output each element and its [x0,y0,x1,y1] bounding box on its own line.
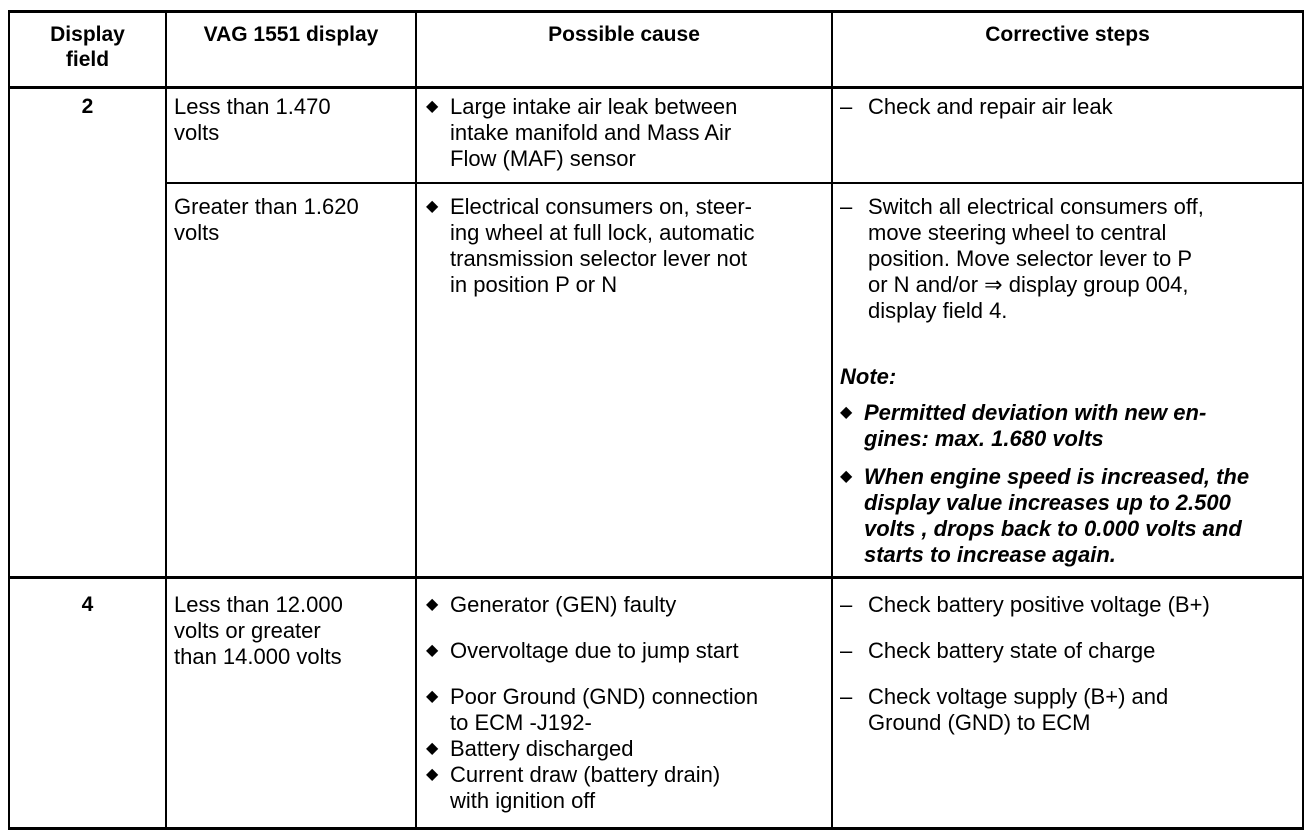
bullet-icon: ◆ [426,642,439,659]
dash-icon: – [840,684,853,709]
rule-col1 [165,10,167,830]
text-line: with ignition off [450,788,596,813]
text-line: Generator (GEN) faulty [450,592,677,617]
dash-icon: – [840,638,853,663]
bullet-item [420,94,828,172]
text-line: starts to increase again. [864,542,1116,567]
rule-row2-bottom [8,576,1304,579]
possible-cause [420,638,828,664]
possible-cause [420,194,828,298]
bullet-icon: ◆ [426,596,439,613]
text-line: move steering wheel to central [868,220,1167,245]
text-line: Switch all electrical consumers off, [868,194,1204,219]
text-line: Poor Ground (GND) connection [450,684,759,709]
bullet-item [420,736,828,762]
note-item [834,464,1298,568]
text-line: Less than 1.470 [174,94,331,119]
header-display-field-line2: field [65,48,110,71]
bullet-item [420,762,828,814]
bullet-item [420,194,828,298]
text-line: Large intake air leak between [450,94,738,119]
rule-col3 [831,10,833,830]
dash-icon: – [840,94,853,119]
bullet-item [420,684,828,736]
header-display-field [10,22,165,72]
text-line: Ground (GND) to ECM [868,710,1091,735]
text-line: Check battery state of charge [868,638,1156,663]
text-line: display value increases up to 2.500 [864,490,1231,515]
corrective-step [834,684,1298,736]
dash-item [834,684,1298,736]
text-line: Greater than 1.620 [174,194,359,219]
vag-display-value [174,94,412,146]
bullet-icon: ◆ [840,468,853,485]
dash-item [834,94,1298,120]
vag-display-value [174,194,412,246]
bullet-item [834,464,1298,568]
header-vag-display: VAG 1551 display [203,23,379,46]
dash-item [834,592,1298,618]
rule-right [1302,10,1304,830]
text-line: gines: max. 1.680 volts [864,426,1104,451]
rule-col2 [415,10,417,830]
text-line: Current draw (battery drain) [450,762,721,787]
text-line: Flow (MAF) sensor [450,146,636,171]
bullet-item [420,638,828,664]
rule-row1-bottom [166,182,1304,184]
dash-item [834,194,1298,324]
text-line: volts [174,220,220,245]
rule-top [8,10,1304,13]
possible-cause [420,94,828,172]
text-line: transmission selector lever not [450,246,748,271]
corrective-step [834,94,1298,120]
text-line: Less than 12.000 [174,592,343,617]
rule-header-bottom [8,86,1304,89]
text-line: volts or greater [174,618,321,643]
text-line: intake manifold and Mass Air [450,120,732,145]
header-display-field-line1: Display [50,23,125,46]
note-label: Note: [840,364,897,389]
text-line: in position P or N [450,272,618,297]
note-item [834,400,1298,452]
bullet-icon: ◆ [840,404,853,421]
vag-display-value [174,592,412,670]
text-line: Check and repair air leak [868,94,1113,119]
bullet-icon: ◆ [426,198,439,215]
bullet-item [420,592,828,618]
text-line: Overvoltage due to jump start [450,638,739,663]
bullet-icon: ◆ [426,688,439,705]
text-line: position. Move selector lever to P [868,246,1193,271]
bullet-icon: ◆ [426,740,439,757]
dash-icon: – [840,592,853,617]
possible-cause [420,592,828,618]
text-line: volts , drops back to 0.000 volts and [864,516,1242,541]
dash-icon: – [840,194,853,219]
text-line: than 14.000 volts [174,644,342,669]
text-line: volts [174,120,220,145]
bullet-item [834,400,1298,452]
dash-item [834,638,1298,664]
text-line: When engine speed is increased, the [864,464,1250,489]
header-corrective-steps: Corrective steps [985,23,1150,46]
corrective-step [834,194,1298,324]
possible-cause [420,684,828,814]
bullet-icon: ◆ [426,98,439,115]
text-line: Battery discharged [450,736,634,761]
text-line: Electrical consumers on, steer- [450,194,752,219]
text-line: or N and/or ⇒ display group 004, [868,272,1189,297]
corrective-step [834,592,1298,618]
corrective-step [834,638,1298,664]
rule-bottom [8,827,1304,830]
text-line: ing wheel at full lock, automatic [450,220,755,245]
text-line: Check voltage supply (B+) and [868,684,1169,709]
bullet-icon: ◆ [426,766,439,783]
header-possible-cause: Possible cause [548,23,700,46]
text-line: Check battery positive voltage (B+) [868,592,1210,617]
text-line: display field 4. [868,298,1008,323]
display-field-value: 4 [81,593,94,616]
rule-left [8,10,10,830]
text-line: to ECM -J192- [450,710,592,735]
display-field-value: 2 [81,95,94,118]
text-line: Permitted deviation with new en- [864,400,1207,425]
